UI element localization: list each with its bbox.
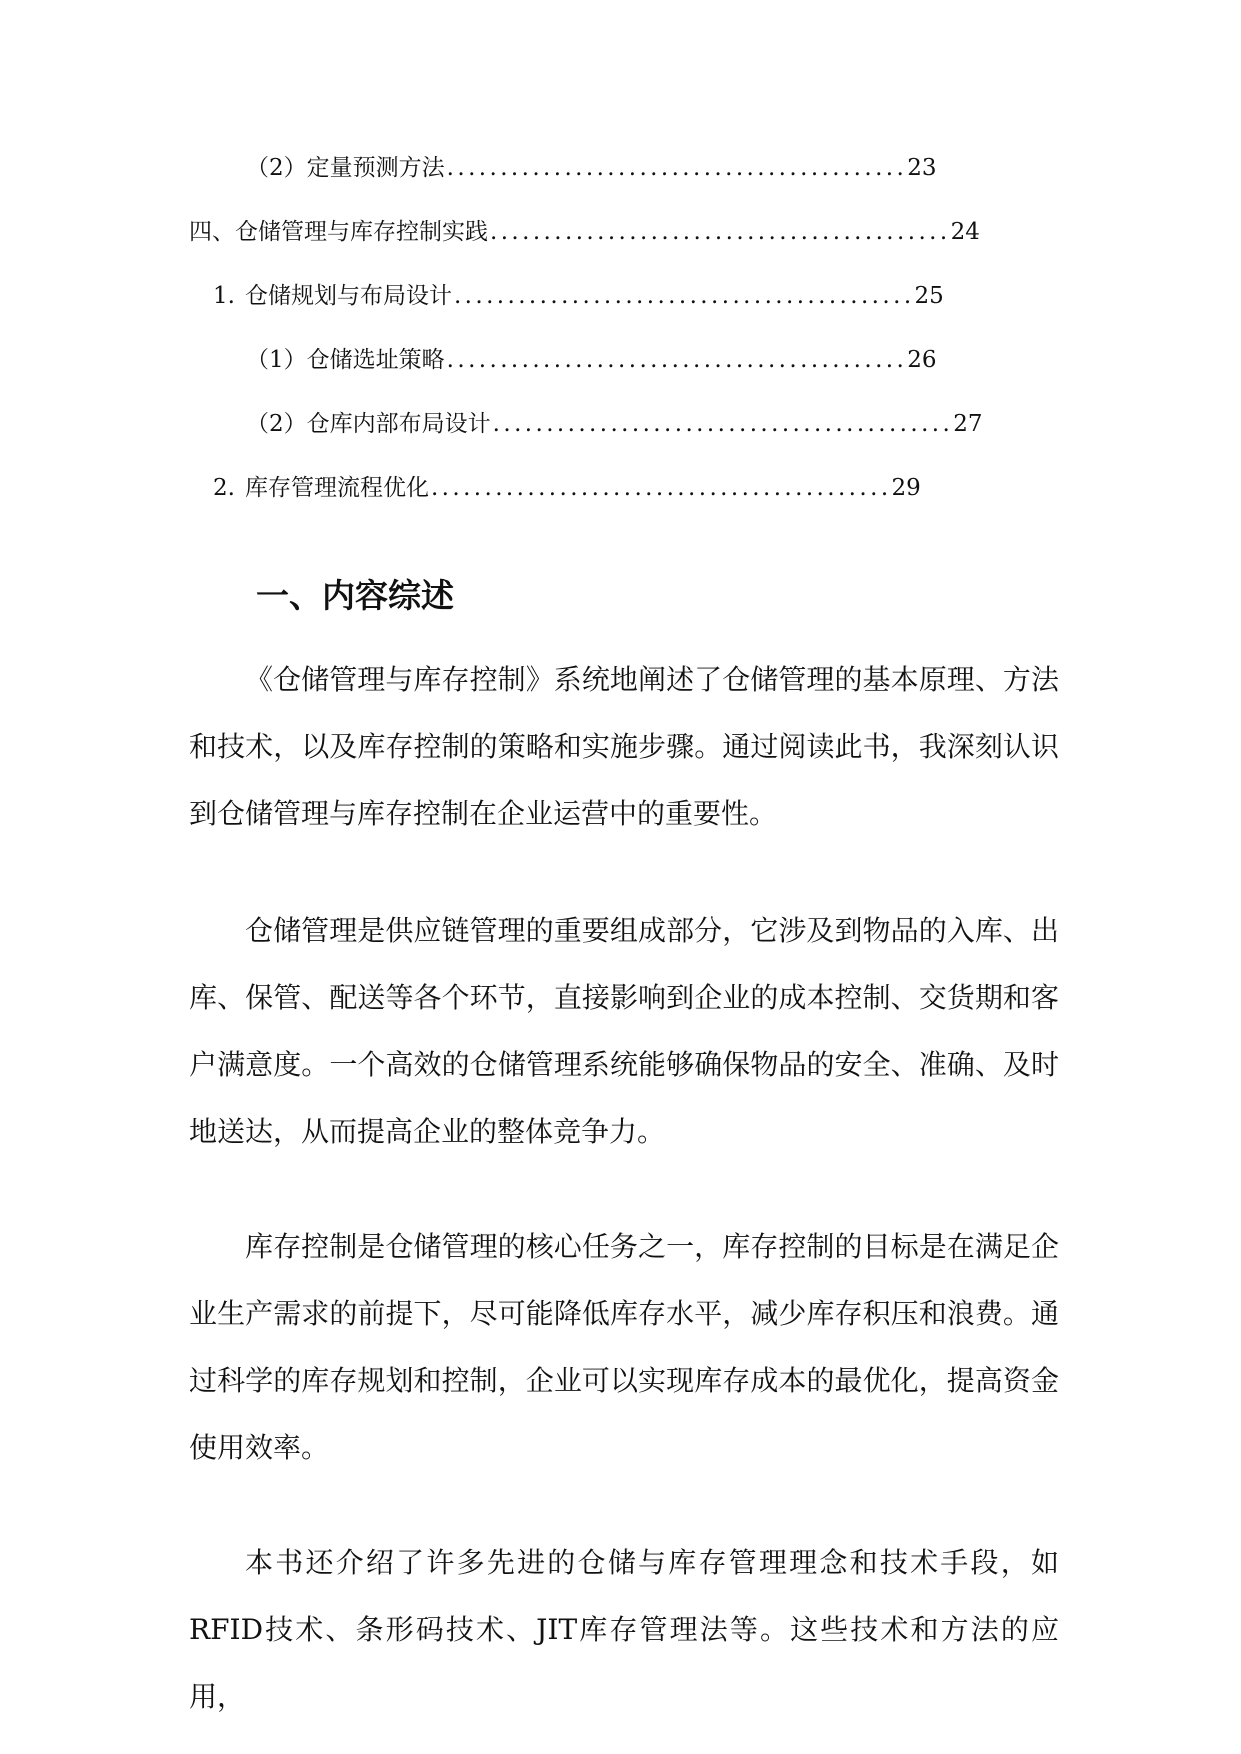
toc-entry[interactable] [246,404,983,444]
toc-title: 仓储选址策略 [306,347,445,373]
body-paragraph: 本书还介绍了许多先进的仓储与库存管理理念和技术手段，如RFID技术、条形码技术、JIT库存管理法等。这些技术和方法的应用， [189,1546,1059,1713]
toc-page: 26 [907,347,937,373]
toc-number: 1. [213,283,235,309]
toc-number: （2） [246,411,307,437]
body-paragraph: 仓储管理是供应链管理的重要组成部分，它涉及到物品的入库、出库、保管、配送等各个环节，直接影响到企业的成本控制、交货期和客户满意度。一个高效的仓储管理系统能够确保物品的安全、准确、及时地送达，从而提高企业的整体竞争力。 [189,914,1059,1148]
toc-number: 2. [213,475,235,501]
toc-title: 库存管理流程优化 [244,475,429,501]
toc-title: 仓库内部布局设计 [306,411,491,437]
toc-entry[interactable] [246,148,966,188]
toc-page: 27 [953,411,983,437]
toc-number: 四、 [189,219,235,245]
toc-title: 定量预测方法 [306,155,445,181]
toc-leader: ........................................... [446,347,908,373]
section-heading: 一、内容综述 [256,576,454,615]
toc-number: （1） [246,347,307,373]
toc-leader: ........................................... [446,155,908,181]
toc-leader: ........................................... [492,411,954,437]
toc-page: 25 [914,283,944,309]
toc-title: 仓储规划与布局设计 [244,283,452,309]
toc-leader: ........................................... [490,219,951,245]
toc-page: 23 [907,155,937,181]
toc-entry[interactable] [213,276,944,316]
toc-leader: ........................................... [430,475,892,501]
toc-title: 仓储管理与库存控制实践 [235,219,488,245]
toc-entry[interactable] [213,468,939,508]
toc-number: （2） [246,155,307,181]
body-paragraph: 库存控制是仓储管理的核心任务之一，库存控制的目标是在满足企业生产需求的前提下，尽可能降低库存水平，减少库存积压和浪费。通过科学的库存规划和控制，企业可以实现库存成本的最优化，提高资金使用效率。 [189,1230,1059,1464]
toc-leader: ........................................... [453,283,915,309]
body-paragraph: 《仓储管理与库存控制》系统地阐述了仓储管理的基本原理、方法和技术，以及库存控制的策略和实施步骤。通过阅读此书，我深刻认识到仓储管理与库存控制在企业运营中的重要性。 [189,663,1059,830]
toc-entry[interactable] [189,212,980,252]
toc-page: 24 [950,219,980,245]
toc-page: 29 [891,475,921,501]
toc-entry[interactable] [246,340,966,380]
